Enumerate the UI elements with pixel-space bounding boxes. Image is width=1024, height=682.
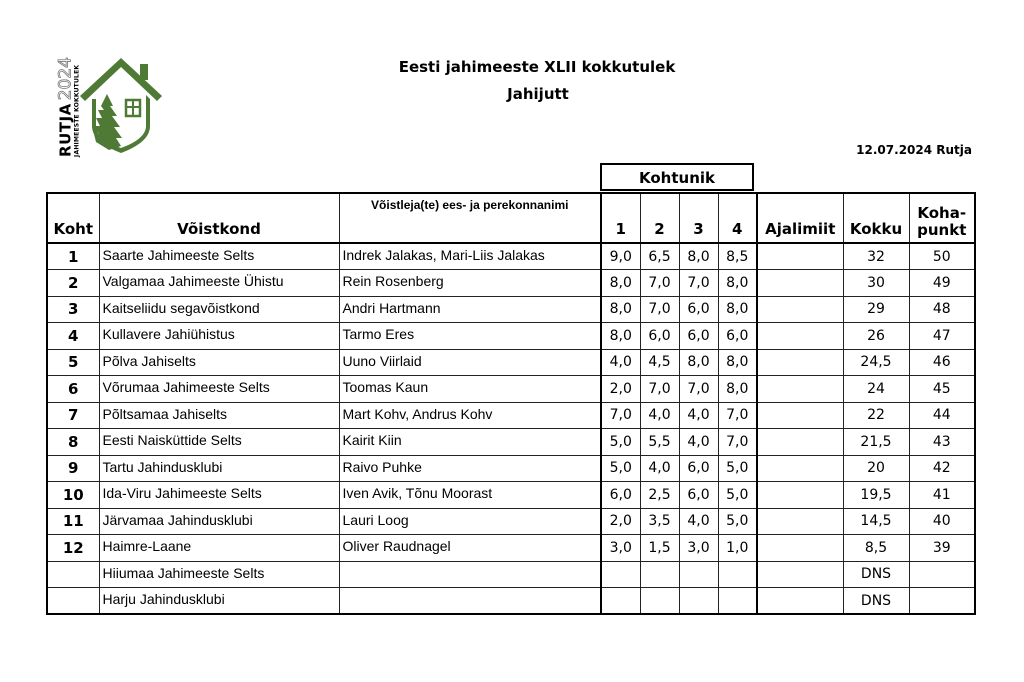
row-judge-1-score: 3,0 [601, 535, 640, 562]
row-place [47, 561, 99, 588]
row-place: 3 [47, 296, 99, 323]
row-total: 24 [843, 376, 909, 403]
row-time-limit [757, 323, 843, 350]
row-judge-1-score: 5,0 [601, 455, 640, 482]
row-judge-1-score: 6,0 [601, 482, 640, 509]
row-judge-3-score: 6,0 [679, 482, 718, 509]
row-place: 9 [47, 455, 99, 482]
row-team: Harju Jahindusklubi [99, 588, 339, 615]
table-row [47, 535, 975, 562]
row-competitor: Mart Kohv, Andrus Kohv [339, 402, 601, 429]
row-judge-3-score: 3,0 [679, 535, 718, 562]
row-time-limit [757, 508, 843, 535]
judges-group-header: Kohtunik [600, 163, 754, 191]
row-team: Saarte Jahimeeste Selts [99, 243, 339, 270]
row-competitor: Indrek Jalakas, Mari-Liis Jalakas [339, 243, 601, 270]
row-team: Kaitseliidu segavõistkond [99, 296, 339, 323]
row-team: Haimre-Laane [99, 535, 339, 562]
table-row [47, 349, 975, 376]
row-time-limit [757, 270, 843, 297]
row-team: Valgamaa Jahimeeste Ühistu [99, 270, 339, 297]
row-total: 26 [843, 323, 909, 350]
logo-year: 2024 [55, 57, 76, 101]
row-judge-4-score [718, 561, 757, 588]
row-team: Ida-Viru Jahimeeste Selts [99, 482, 339, 509]
row-competitor: Uuno Viirlaid [339, 349, 601, 376]
row-judge-2-score: 4,5 [640, 349, 679, 376]
document-title: Eesti jahimeeste XLII kokkutulek [398, 58, 676, 76]
row-points: 43 [909, 429, 975, 456]
table-row [47, 402, 975, 429]
row-judge-1-score: 2,0 [601, 376, 640, 403]
row-team: Võrumaa Jahimeeste Selts [99, 376, 339, 403]
row-judge-4-score: 7,0 [718, 402, 757, 429]
col-header-team: Võistkond [99, 193, 339, 243]
row-time-limit [757, 455, 843, 482]
row-total: DNS [843, 588, 909, 615]
row-place: 4 [47, 323, 99, 350]
row-judge-1-score: 5,0 [601, 429, 640, 456]
logo-subtitle: JAHIMEESTE KOKKUTULEK [73, 64, 81, 157]
row-judge-2-score: 1,5 [640, 535, 679, 562]
table-row [47, 482, 975, 509]
row-judge-2-score: 2,5 [640, 482, 679, 509]
row-judge-1-score: 4,0 [601, 349, 640, 376]
table-row [47, 455, 975, 482]
row-time-limit [757, 243, 843, 270]
col-header-competitor: Võistleja(te) ees- ja perekonnanimi [339, 193, 601, 243]
row-time-limit [757, 402, 843, 429]
row-place [47, 588, 99, 615]
row-points: 49 [909, 270, 975, 297]
row-judge-1-score: 7,0 [601, 402, 640, 429]
row-total: 30 [843, 270, 909, 297]
row-judge-4-score: 8,5 [718, 243, 757, 270]
row-competitor [339, 588, 601, 615]
row-judge-4-score: 8,0 [718, 270, 757, 297]
col-header-total: Kokku [843, 193, 909, 243]
row-points: 45 [909, 376, 975, 403]
row-place: 1 [47, 243, 99, 270]
row-judge-3-score: 7,0 [679, 270, 718, 297]
col-header-judge-2: 2 [640, 193, 679, 243]
row-team: Tartu Jahindusklubi [99, 455, 339, 482]
row-judge-2-score [640, 561, 679, 588]
row-judge-4-score: 8,0 [718, 349, 757, 376]
row-points: 44 [909, 402, 975, 429]
row-total: 22 [843, 402, 909, 429]
row-points: 47 [909, 323, 975, 350]
row-points: 39 [909, 535, 975, 562]
row-judge-4-score: 5,0 [718, 455, 757, 482]
row-team: Hiiumaa Jahimeeste Selts [99, 561, 339, 588]
row-place: 8 [47, 429, 99, 456]
row-points: 46 [909, 349, 975, 376]
row-judge-4-score: 5,0 [718, 482, 757, 509]
row-judge-1-score [601, 561, 640, 588]
row-points [909, 561, 975, 588]
row-team: Põlva Jahiselts [99, 349, 339, 376]
row-place: 11 [47, 508, 99, 535]
table-row [47, 508, 975, 535]
results-table [46, 192, 976, 615]
row-competitor: Lauri Loog [339, 508, 601, 535]
row-judge-2-score: 6,5 [640, 243, 679, 270]
row-competitor: Kairit Kiin [339, 429, 601, 456]
row-judge-4-score [718, 588, 757, 615]
row-judge-1-score [601, 588, 640, 615]
row-team: Kullavere Jahiühistus [99, 323, 339, 350]
row-total: 8,5 [843, 535, 909, 562]
row-total: 32 [843, 243, 909, 270]
row-competitor: Toomas Kaun [339, 376, 601, 403]
row-time-limit [757, 535, 843, 562]
row-time-limit [757, 482, 843, 509]
table-row [47, 323, 975, 350]
row-total: 20 [843, 455, 909, 482]
row-team: Põltsamaa Jahiselts [99, 402, 339, 429]
row-place: 2 [47, 270, 99, 297]
row-total: 24,5 [843, 349, 909, 376]
col-header-judge-1: 1 [601, 193, 640, 243]
row-judge-4-score: 6,0 [718, 323, 757, 350]
row-judge-2-score: 6,0 [640, 323, 679, 350]
row-judge-2-score: 3,5 [640, 508, 679, 535]
row-judge-3-score [679, 588, 718, 615]
row-place: 12 [47, 535, 99, 562]
row-judge-1-score: 9,0 [601, 243, 640, 270]
results-body [47, 243, 975, 614]
document-subtitle: Jahijutt [507, 85, 569, 103]
row-points [909, 588, 975, 615]
row-judge-3-score: 7,0 [679, 376, 718, 403]
row-points: 42 [909, 455, 975, 482]
row-judge-3-score: 4,0 [679, 402, 718, 429]
col-header-place: Koht [47, 193, 99, 243]
col-header-judge-3: 3 [679, 193, 718, 243]
row-judge-3-score [679, 561, 718, 588]
row-competitor: Rein Rosenberg [339, 270, 601, 297]
row-total: 14,5 [843, 508, 909, 535]
row-time-limit [757, 296, 843, 323]
row-place: 7 [47, 402, 99, 429]
row-points: 41 [909, 482, 975, 509]
row-judge-2-score: 7,0 [640, 376, 679, 403]
row-time-limit [757, 561, 843, 588]
row-team: Eesti Naisküttide Selts [99, 429, 339, 456]
row-competitor: Raivo Puhke [339, 455, 601, 482]
row-judge-3-score: 6,0 [679, 296, 718, 323]
table-row [47, 296, 975, 323]
row-competitor: Andri Hartmann [339, 296, 601, 323]
row-total: DNS [843, 561, 909, 588]
table-row [47, 376, 975, 403]
row-place: 6 [47, 376, 99, 403]
table-row [47, 429, 975, 456]
row-judge-1-score: 8,0 [601, 323, 640, 350]
row-judge-2-score [640, 588, 679, 615]
header-row [47, 193, 975, 243]
row-judge-1-score: 8,0 [601, 270, 640, 297]
date-place: 12.07.2024 Rutja [856, 143, 972, 157]
row-points: 50 [909, 243, 975, 270]
row-judge-4-score: 5,0 [718, 508, 757, 535]
row-judge-3-score: 6,0 [679, 323, 718, 350]
row-time-limit [757, 376, 843, 403]
row-judge-2-score: 7,0 [640, 296, 679, 323]
row-team: Järvamaa Jahindusklubi [99, 508, 339, 535]
table-row [47, 243, 975, 270]
row-judge-3-score: 8,0 [679, 349, 718, 376]
row-points: 48 [909, 296, 975, 323]
row-competitor: Tarmo Eres [339, 323, 601, 350]
col-header-time-limit: Ajalimiit [757, 193, 843, 243]
row-time-limit [757, 588, 843, 615]
row-judge-3-score: 4,0 [679, 429, 718, 456]
row-judge-2-score: 4,0 [640, 402, 679, 429]
row-points: 40 [909, 508, 975, 535]
table-row [47, 270, 975, 297]
row-place: 5 [47, 349, 99, 376]
row-time-limit [757, 349, 843, 376]
col-header-judge-4: 4 [718, 193, 757, 243]
row-judge-1-score: 8,0 [601, 296, 640, 323]
col-header-points: Koha-punkt [909, 193, 975, 243]
row-competitor: Iven Avik, Tõnu Moorast [339, 482, 601, 509]
row-judge-2-score: 7,0 [640, 270, 679, 297]
row-competitor [339, 561, 601, 588]
row-judge-1-score: 2,0 [601, 508, 640, 535]
row-time-limit [757, 429, 843, 456]
row-judge-4-score: 7,0 [718, 429, 757, 456]
row-judge-2-score: 5,5 [640, 429, 679, 456]
row-place: 10 [47, 482, 99, 509]
row-total: 19,5 [843, 482, 909, 509]
row-judge-4-score: 8,0 [718, 296, 757, 323]
logo-name: RUTJA [56, 103, 75, 157]
row-judge-2-score: 4,0 [640, 455, 679, 482]
row-total: 21,5 [843, 429, 909, 456]
table-row [47, 561, 975, 588]
row-judge-3-score: 6,0 [679, 455, 718, 482]
row-total: 29 [843, 296, 909, 323]
row-judge-3-score: 8,0 [679, 243, 718, 270]
row-judge-4-score: 8,0 [718, 376, 757, 403]
row-competitor: Oliver Raudnagel [339, 535, 601, 562]
row-judge-4-score: 1,0 [718, 535, 757, 562]
row-judge-3-score: 4,0 [679, 508, 718, 535]
table-row [47, 588, 975, 615]
